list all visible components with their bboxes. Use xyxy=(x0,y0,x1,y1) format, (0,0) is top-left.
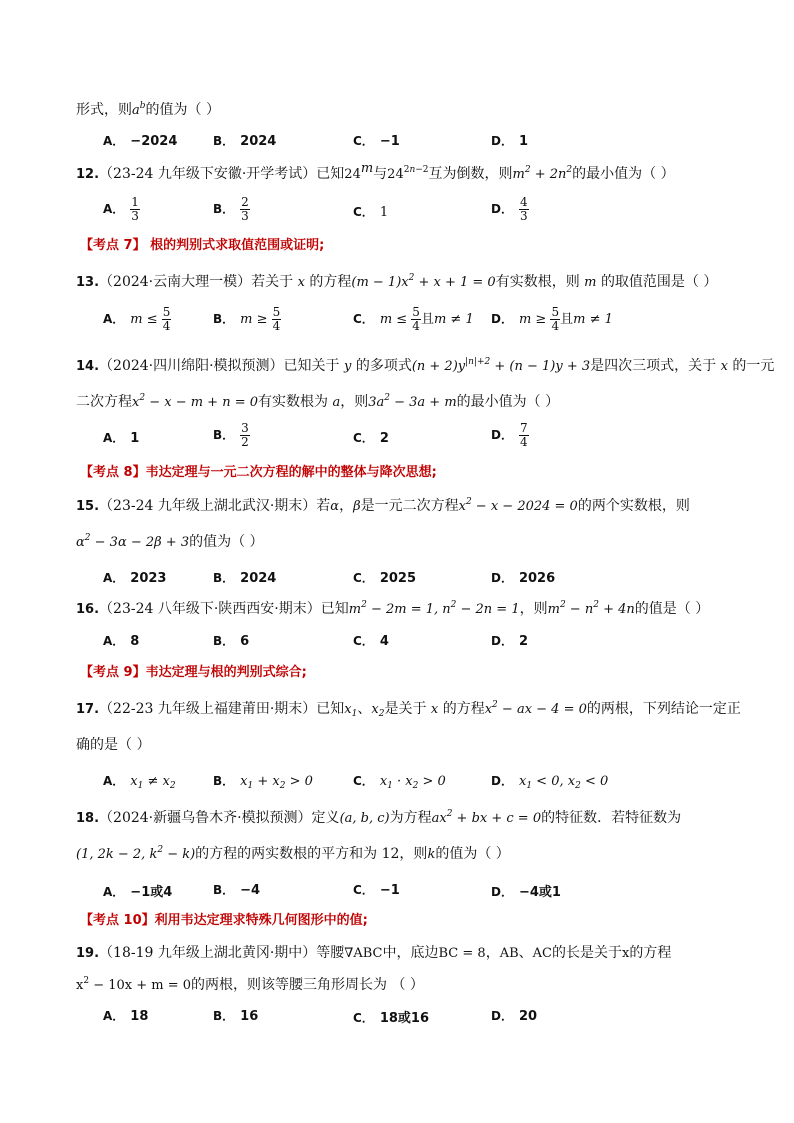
section-heading-10: 【考点 10】利用韦达定理求特殊几何图形中的值; xyxy=(80,913,368,928)
question-12: 12.（23-24 九年级下安徽·开学考试）已知24$^m$与$24^{2n-2}$互为倒数，则$m^2 + 2n^2$的最小值为（ ） xyxy=(76,161,675,182)
question-16: 16.（23-24 八年级下·陕西西安·期末）已知$m^2 - 2m = 1$, $n^2 - 2n = 1$，则$m^2 - n^2 + 4n$的值是（ ） xyxy=(76,600,710,617)
question-19-line-2: $x^2 - 10x + m = 0$的两根，则该等腰三角形周长为 （ ） xyxy=(76,976,424,993)
options-row: A． 8 B． 6 C． 4 D． 2 xyxy=(103,634,529,649)
section-heading-9: 【考点 9】韦达定理与根的判别式综合; xyxy=(80,665,307,680)
options-row: A． 18 B． 16 C． 18或16 D． 20 xyxy=(103,1009,538,1026)
question-18-line-2: (1, 2k − 2, $k^2 - k$)的方程的两实数根的平方和为 12，则k的值为（ ） xyxy=(76,845,510,862)
options-row: A． 1 B． $\frac{3}{2}$ C． 2 D． $\frac{7}{4}$ xyxy=(103,421,528,449)
options-row: A． −2024 B． 2024 C． −1 D． 1 xyxy=(103,134,529,149)
question-18-line-1: 18.（2024·新疆乌鲁木齐·模拟预测）定义(a, b, c)为方程$ax^2$ + bx + c = 0的特征数．若特征数为 xyxy=(76,809,682,826)
continuation-line: 形式，则$a^b$的值为（ ） xyxy=(76,101,220,118)
question-15-line-1: 15.（23-24 九年级上湖北武汉·期末）若α，β是一元二次方程$x^2 - x - 2024 = 0$的两个实数根，则 xyxy=(76,497,690,514)
section-heading-8: 【考点 8】韦达定理与一元二次方程的解中的整体与降次思想; xyxy=(80,465,437,480)
question-17-line-1: 17.（22-23 九年级上福建莆田·期末）已知$x_1$、$x_2$是关于 x 的方程$x^2$ − ax − 4 = 0的两根，下列结论一定正 xyxy=(76,700,741,719)
question-14-line-2: 二次方程$x^2 - x - m + n = 0$有实数根为 a，则$3a^2 - 3a + m$的最小值为（ ） xyxy=(76,393,560,410)
question-14-line-1: 14.（2024·四川绵阳·模拟预测）已知关于 y 的多项式$(n + 2)y^{|n|+2} + (n - 1)y + 3$是四次三项式，关于 x 的一元 xyxy=(76,357,775,374)
options-row: A． −1或4 B． −4 C． −1 D． −4或1 xyxy=(103,883,561,900)
question-15-line-2: $\alpha^2 - 3\alpha - 2\beta + 3$的值为（ ） xyxy=(76,533,264,550)
section-heading-7: 【考点 7】 根的判别式求取值范围或证明; xyxy=(80,238,325,253)
question-19-line-1: 19.（18-19 九年级上湖北黄冈·期中）等腰∇ABC中，底边BC = 8，AB、AC的长是关于x的方程 xyxy=(76,945,672,961)
options-row: A． $x_1 \ne x_2$ B． $x_1 + x_2 > 0$ C． $x_1 \cdot x_2 > 0$ D． $x_1 < 0$, $x_2 < 0$ xyxy=(103,774,609,791)
question-13: 13.（2024·云南大理一模）若关于 x 的方程$(m - 1)x^2 + x + 1 = 0$有实数根，则 m 的取值范围是（ ） xyxy=(76,273,718,290)
options-row: A． m ≤ $\frac{5}{4}$ B． m ≥ $\frac{5}{4}$ C． m ≤ $\frac{5}{4}$ 且m ≠ 1 D． m ≥ $\frac{5}{4}$ 且m ≠ 1 xyxy=(103,305,613,333)
question-17-line-2: 确的是（ ） xyxy=(76,737,151,753)
options-row: A． 2023 B． 2024 C． 2025 D． 2026 xyxy=(103,571,556,586)
options-row: A． $\frac{1}{3}$ B． $\frac{2}{3}$ C． 1 D． $\frac{4}{3}$ xyxy=(103,195,528,223)
